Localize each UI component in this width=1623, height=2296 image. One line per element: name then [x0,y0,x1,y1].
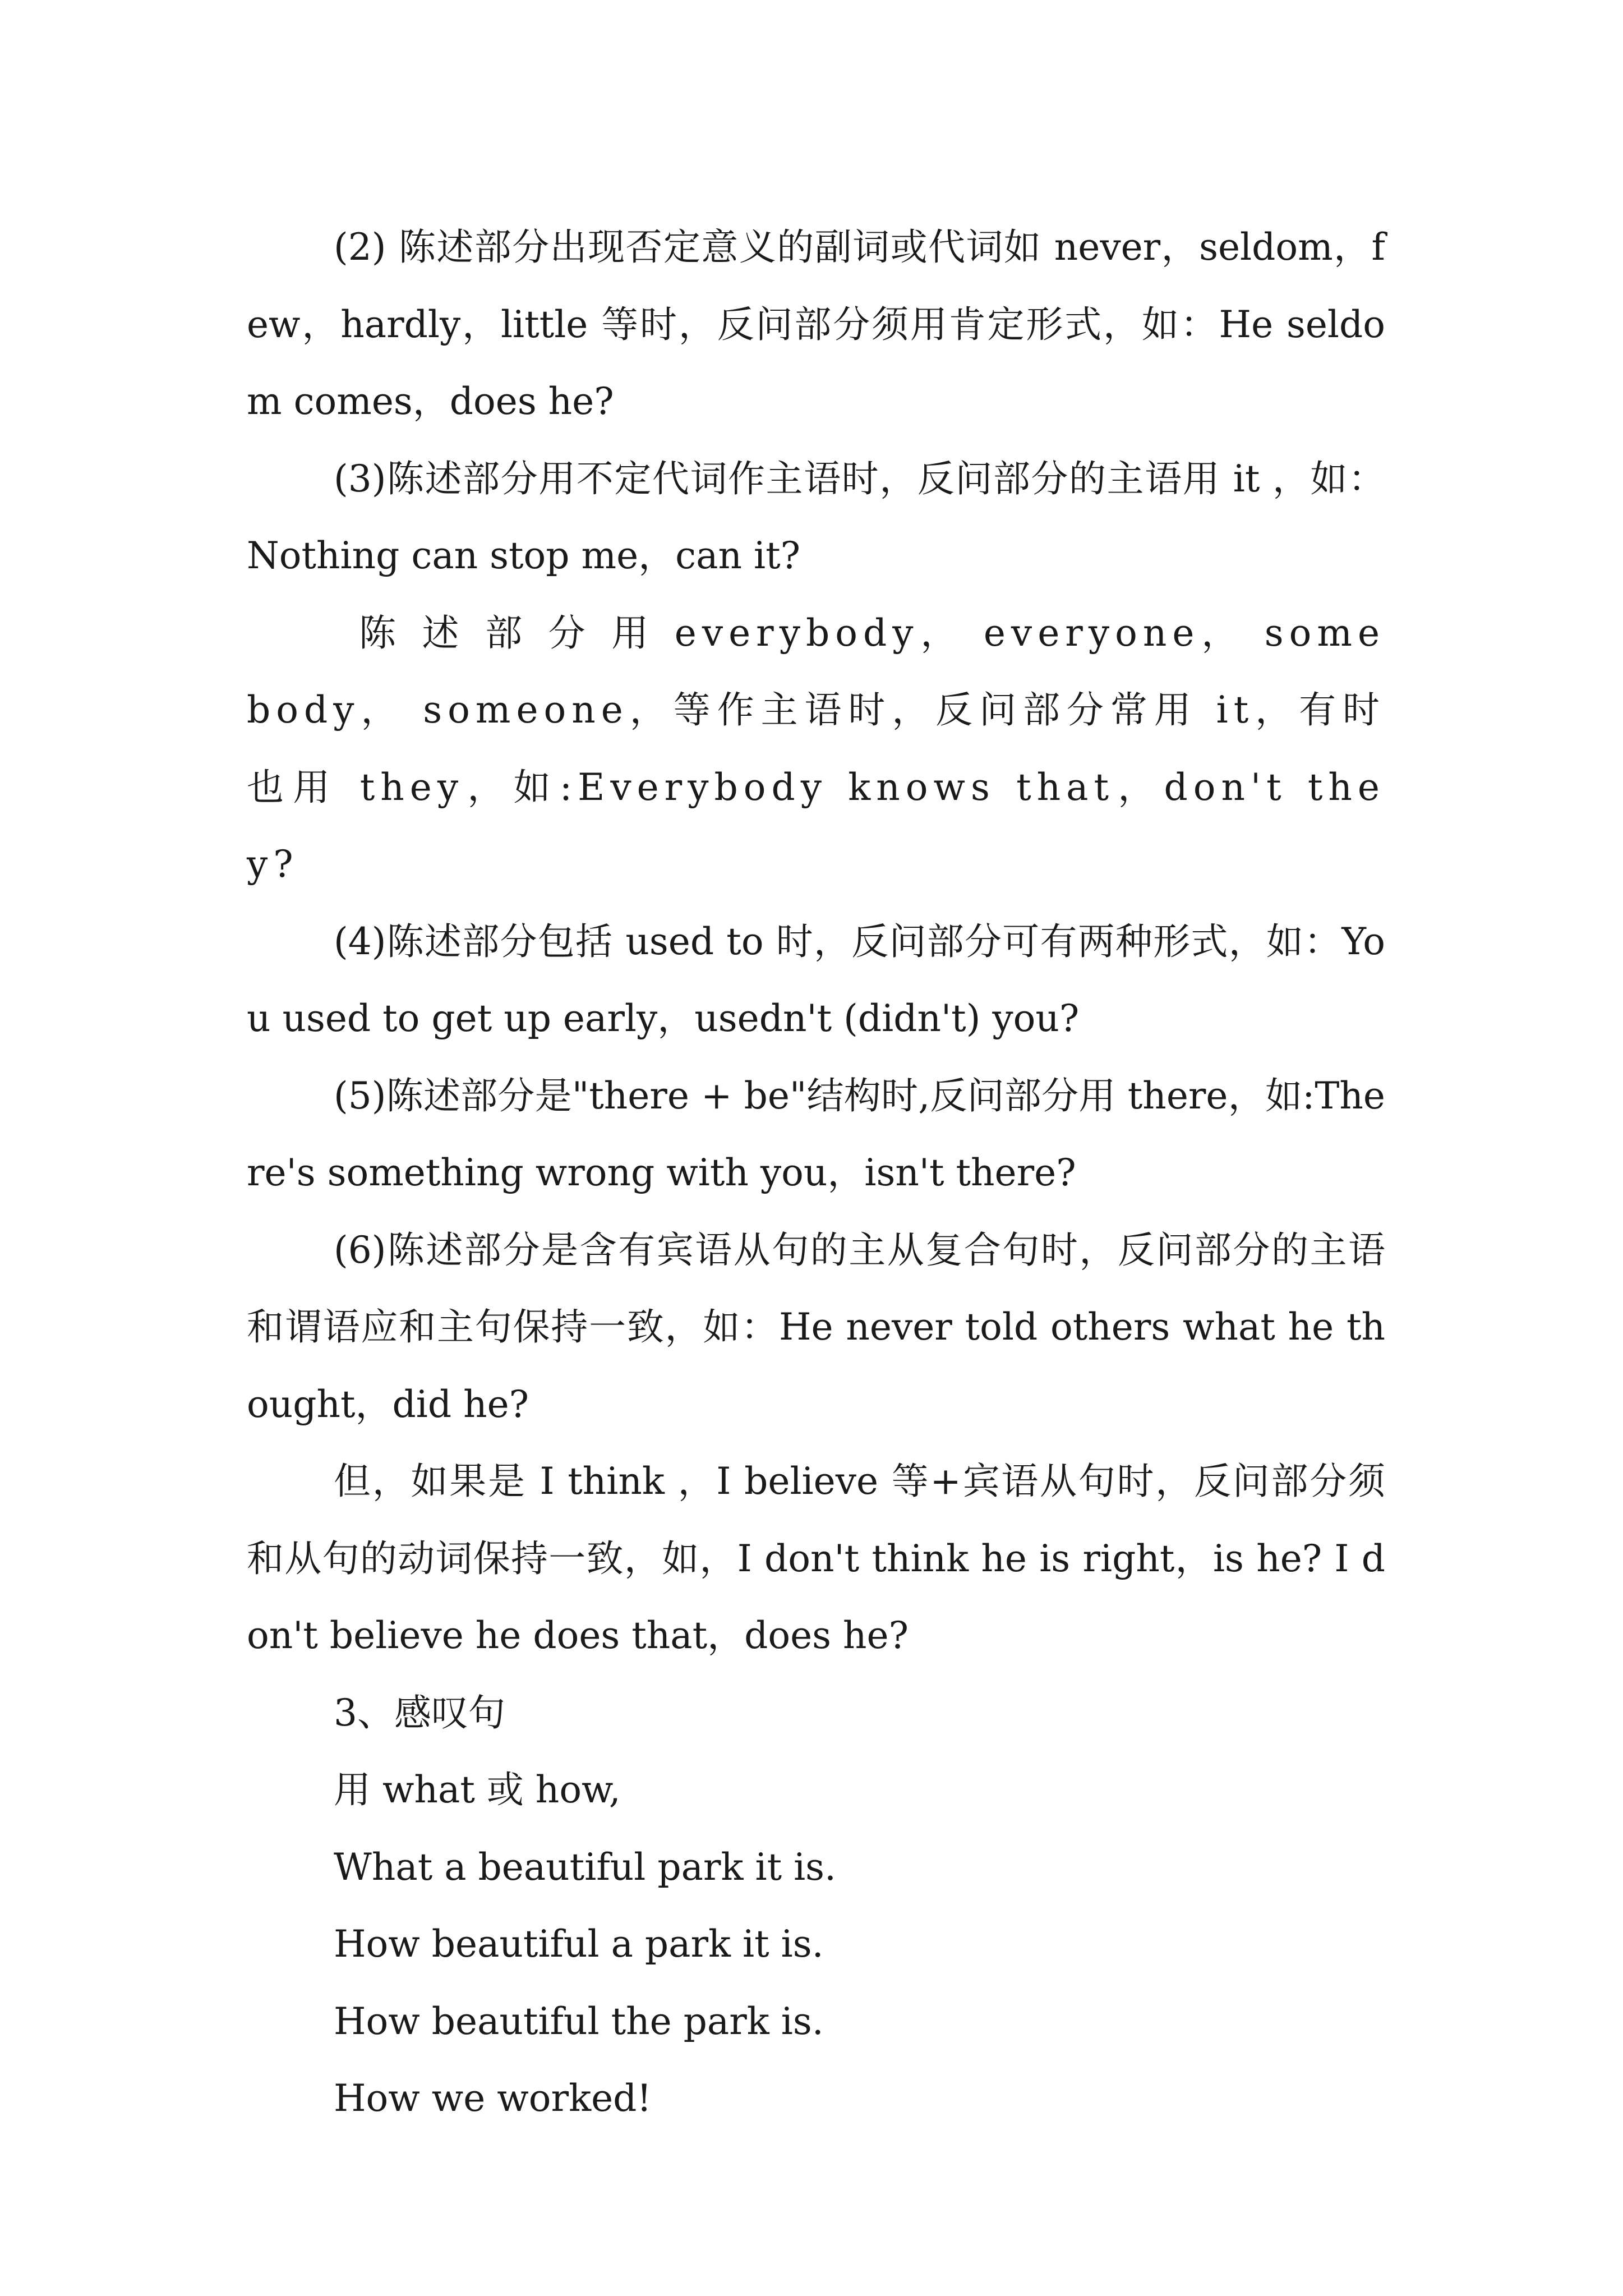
paragraph-negative-adverbs: (2) 陈述部分出现否定意义的副词或代词如 never，seldom，few，hardly，little 等时，反问部分须用肯定形式，如：He seldom comes，does he? [247,226,1385,423]
paragraph-object-clause: (6)陈述部分是含有宾语从句的主从复合句时，反问部分的主语和谓语应和主句保持一致，如：He never told others what he thought，did he? [247,1228,1385,1426]
paragraph-there-be: (5)陈述部分是"there + be"结构时,反问部分用 there，如:There's something wrong with you，isn't there? [247,1074,1385,1194]
example-line: What a beautiful park it is. [334,1845,837,1889]
document-body [247,209,1385,2137]
example-line: How we worked! [334,2077,652,2120]
paragraph-used-to: (4)陈述部分包括 used to 时，反问部分可有两种形式，如：You used to get up early，usedn't (didn't) you? [247,919,1385,1040]
section-heading: 3、感叹句 [334,1691,505,1734]
example-line: How beautiful the park is. [334,1999,824,2043]
paragraph-i-think: 但，如果是 I think ，I believe 等+宾语从句时，反问部分须和从句的动词保持一致，如，I don't think he is right，is he? I don't believe he does that，does he? [247,1460,1385,1657]
example-line: 用 what 或 how, [334,1768,621,1811]
example-line: How beautiful a park it is. [334,1922,824,1966]
paragraph-indefinite-pronoun: (3)陈述部分用不定代词作主语时，反问部分的主语用 it ，如：Nothing can stop me，can it? [247,457,1385,577]
paragraph-everybody: 陈 述 部 分 用 everybody， everyone， somebody， someone，等作主语时，反问部分常用 it，有时也用 they，如:Everybody knows that，don't they? [247,611,1385,886]
